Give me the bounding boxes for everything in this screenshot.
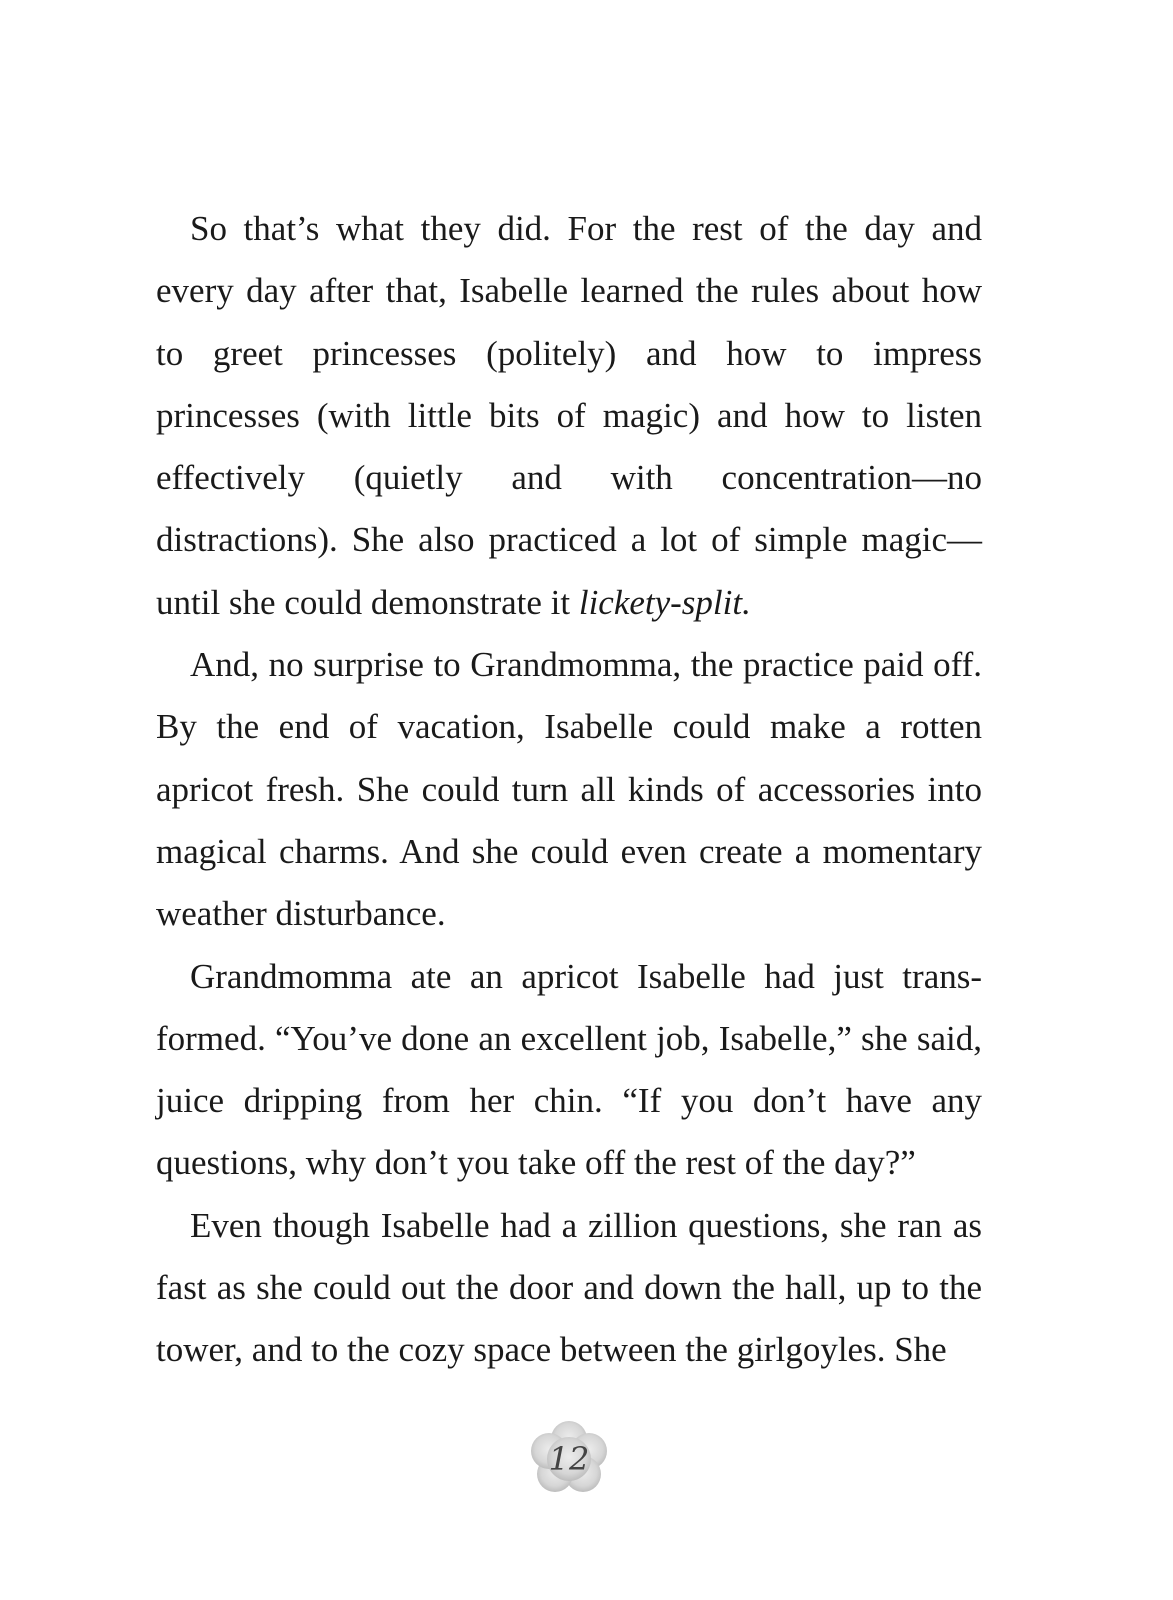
paragraph-1-text: So that’s what they did. For the rest of the day and every day after that, Isabelle learned the rules about how to greet princesses (politely) and how to impress princesses (with little bits of magic) and how to listen effectively (quietly and with concentration—no distractions). She also practiced a lot of simple magic—until she could demonstrate it (156, 209, 982, 622)
paragraph-3: Grandmomma ate an apricot Isabelle had just transformed. “You’ve done an excellent job, Isabelle,” she said, juice dripping from her chin. “If you don’t have any questions, why don’t you take off the rest of the day?” (156, 956, 982, 1183)
body-text (156, 198, 982, 1382)
paragraph-1 (156, 198, 982, 634)
page-number-badge (528, 1418, 610, 1500)
page-number: 12 (548, 1440, 590, 1478)
paragraph-1-italic: lickety-split. (578, 582, 751, 622)
paragraph-4: Even though Isabelle had a zillion questions, she ran as fast as she could out the door and down the hall, up to the tower, and to the cozy space between the girlgoyles. She (156, 1205, 982, 1370)
paragraph-2: And, no surprise to Grandmomma, the practice paid off. By the end of vacation, Isabelle could make a rotten apricot fresh. She could turn all kinds of accessories into magical charms. And she could even create a momentary weather disturbance. (156, 645, 982, 934)
